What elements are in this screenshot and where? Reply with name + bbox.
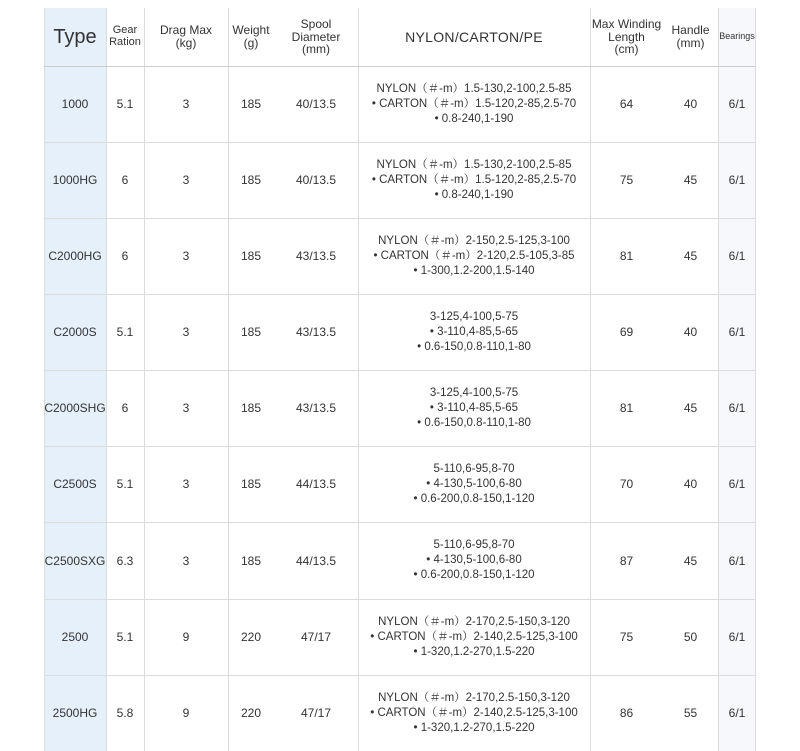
- cell-gear-ratio: 6: [121, 249, 129, 263]
- header-line-capacity: NYLON/CARTON/PE: [405, 28, 543, 45]
- cell-line-capacity: [358, 522, 590, 599]
- carton-line: • CARTON（＃-m）1.5-120,2-85,2.5-70: [371, 97, 577, 110]
- table-row: [44, 446, 756, 523]
- cell-drag-max: 3: [182, 553, 190, 568]
- pe-line: • 0.6-200,0.8-150,1-120: [413, 569, 535, 581]
- cell-gear-ratio: 6.3: [116, 553, 134, 568]
- cell-handle: 55: [683, 706, 698, 720]
- cell-drag-max: 9: [182, 630, 190, 644]
- cell-type: C2000HG: [48, 249, 102, 263]
- cell-spool-diameter: 40/13.5: [295, 97, 337, 111]
- header-handle: Handle (mm): [671, 23, 710, 50]
- nylon-line: 5-110,6-95,8-70: [433, 462, 515, 475]
- cell-weight: 185: [240, 401, 262, 415]
- pe-line: • 0.6-150,0.8-110,1-80: [417, 340, 531, 353]
- header-max-winding: Max Winding Length (cm): [591, 17, 662, 57]
- nylon-line: NYLON（＃-m）2-150,2.5-125,3-100: [378, 234, 570, 247]
- cell-max-winding: 70: [619, 477, 634, 491]
- table-row: [44, 142, 756, 219]
- nylon-line: NYLON（＃-m）1.5-130,2-100,2.5-85: [376, 82, 572, 95]
- carton-line: • CARTON（＃-m）2-120,2.5-105,3-85: [373, 249, 575, 262]
- header-spool-diameter: Spool Diameter (mm): [291, 17, 341, 57]
- cell-line-capacity: [358, 294, 590, 370]
- nylon-line: NYLON（＃-m）2-170,2.5-150,3-120: [378, 691, 570, 704]
- cell-spool-diameter: 44/13.5: [295, 477, 337, 491]
- cell-bearings: 6/1: [728, 706, 746, 720]
- carton-line: • CARTON（＃-m）1.5-120,2-85,2.5-70: [371, 173, 577, 186]
- cell-spool-diameter: 43/13.5: [295, 325, 337, 339]
- spec-table: [44, 8, 756, 751]
- cell-line-capacity: [358, 446, 590, 522]
- cell-spool-diameter: 40/13.5: [295, 173, 337, 187]
- cell-bearings: 6/1: [728, 401, 746, 415]
- cell-type: C2500SXG: [44, 553, 106, 568]
- nylon-line: NYLON（＃-m）1.5-130,2-100,2.5-85: [376, 158, 572, 171]
- cell-gear-ratio: 5.1: [116, 630, 134, 644]
- cell-gear-ratio: 6: [121, 401, 129, 415]
- carton-line: • CARTON（＃-m）2-140,2.5-125,3-100: [370, 706, 578, 719]
- carton-line: • 4-130,5-100,6-80: [426, 554, 522, 566]
- cell-bearings: 6/1: [728, 553, 746, 568]
- cell-bearings: 6/1: [728, 97, 746, 111]
- cell-max-winding: 87: [619, 553, 634, 568]
- cell-line-capacity: [358, 370, 590, 446]
- cell-weight: 185: [240, 249, 262, 263]
- cell-line-capacity: [358, 66, 590, 142]
- table-row: [44, 218, 756, 295]
- cell-handle: 45: [683, 249, 698, 263]
- cell-drag-max: 3: [182, 173, 190, 187]
- cell-spool-diameter: 43/13.5: [295, 249, 337, 263]
- cell-drag-max: 3: [182, 477, 190, 491]
- cell-line-capacity: [358, 675, 590, 751]
- nylon-line: 5-110,6-95,8-70: [433, 539, 515, 551]
- cell-handle: 40: [683, 477, 698, 491]
- cell-spool-diameter: 44/13.5: [295, 553, 337, 568]
- table-row: [44, 522, 756, 600]
- cell-handle: 45: [683, 401, 698, 415]
- cell-gear-ratio: 6: [121, 173, 129, 187]
- cell-type: C2000S: [53, 325, 97, 339]
- cell-gear-ratio: 5.1: [116, 325, 134, 339]
- cell-weight: 185: [240, 553, 262, 568]
- table-row: [44, 599, 756, 676]
- pe-line: • 1-320,1.2-270,1.5-220: [413, 721, 535, 734]
- pe-line: • 1-320,1.2-270,1.5-220: [413, 645, 535, 658]
- cell-max-winding: 75: [619, 630, 634, 644]
- table-row: [44, 675, 756, 751]
- cell-max-winding: 86: [619, 706, 634, 720]
- cell-type: 1000: [61, 97, 89, 111]
- pe-line: • 0.6-150,0.8-110,1-80: [417, 416, 531, 429]
- table-header: [44, 8, 756, 67]
- cell-weight: 220: [240, 706, 262, 720]
- cell-type: 2500: [61, 630, 89, 644]
- cell-type: 1000HG: [52, 173, 98, 187]
- cell-max-winding: 69: [619, 325, 634, 339]
- cell-bearings: 6/1: [728, 477, 746, 491]
- cell-handle: 50: [683, 630, 698, 644]
- header-bearings: Bearings: [719, 31, 755, 42]
- table-row: [44, 66, 756, 143]
- cell-drag-max: 3: [182, 97, 190, 111]
- header-type: Type: [53, 25, 97, 48]
- cell-gear-ratio: 5.1: [116, 477, 134, 491]
- cell-drag-max: 3: [182, 249, 190, 263]
- cell-line-capacity: [358, 142, 590, 218]
- cell-max-winding: 81: [619, 401, 634, 415]
- cell-max-winding: 75: [619, 173, 634, 187]
- cell-spool-diameter: 47/17: [300, 706, 332, 720]
- cell-bearings: 6/1: [728, 249, 746, 263]
- table-row: [44, 294, 756, 371]
- cell-gear-ratio: 5.8: [116, 706, 134, 720]
- pe-line: • 0.6-200,0.8-150,1-120: [413, 492, 535, 505]
- cell-weight: 185: [240, 477, 262, 491]
- pe-line: • 0.8-240,1-190: [434, 112, 514, 125]
- nylon-line: 3-125,4-100,5-75: [429, 386, 519, 399]
- cell-line-capacity: [358, 218, 590, 294]
- pe-line: • 0.8-240,1-190: [434, 188, 514, 201]
- cell-weight: 185: [240, 97, 262, 111]
- cell-drag-max: 9: [182, 706, 190, 720]
- cell-max-winding: 64: [619, 97, 634, 111]
- header-drag-max: Drag Max (kg): [159, 23, 212, 50]
- cell-drag-max: 3: [182, 325, 190, 339]
- cell-weight: 185: [240, 173, 262, 187]
- cell-type: C2000SHG: [44, 401, 106, 415]
- cell-bearings: 6/1: [728, 630, 746, 644]
- carton-line: • 3-110,4-85,5-65: [429, 401, 519, 414]
- cell-drag-max: 3: [182, 401, 190, 415]
- table-row: [44, 370, 756, 447]
- cell-spool-diameter: 43/13.5: [295, 401, 337, 415]
- cell-gear-ratio: 5.1: [116, 97, 134, 111]
- nylon-line: NYLON（＃-m）2-170,2.5-150,3-120: [378, 615, 570, 628]
- pe-line: • 1-300,1.2-200,1.5-140: [413, 264, 535, 277]
- cell-type: 2500HG: [52, 706, 98, 720]
- cell-max-winding: 81: [619, 249, 634, 263]
- cell-handle: 45: [683, 553, 698, 568]
- header-weight: Weight (g): [232, 23, 270, 50]
- cell-handle: 40: [683, 97, 698, 111]
- cell-line-capacity: [358, 599, 590, 675]
- cell-handle: 40: [683, 325, 698, 339]
- cell-spool-diameter: 47/17: [300, 630, 332, 644]
- cell-weight: 185: [240, 325, 262, 339]
- cell-bearings: 6/1: [728, 173, 746, 187]
- cell-weight: 220: [240, 630, 262, 644]
- cell-handle: 45: [683, 173, 698, 187]
- cell-bearings: 6/1: [728, 325, 746, 339]
- carton-line: • 4-130,5-100,6-80: [426, 477, 522, 490]
- nylon-line: 3-125,4-100,5-75: [429, 310, 519, 323]
- carton-line: • 3-110,4-85,5-65: [429, 325, 519, 338]
- cell-type: C2500S: [53, 477, 97, 491]
- header-gear-ratio: Gear Ration: [109, 24, 141, 48]
- carton-line: • CARTON（＃-m）2-140,2.5-125,3-100: [370, 630, 578, 643]
